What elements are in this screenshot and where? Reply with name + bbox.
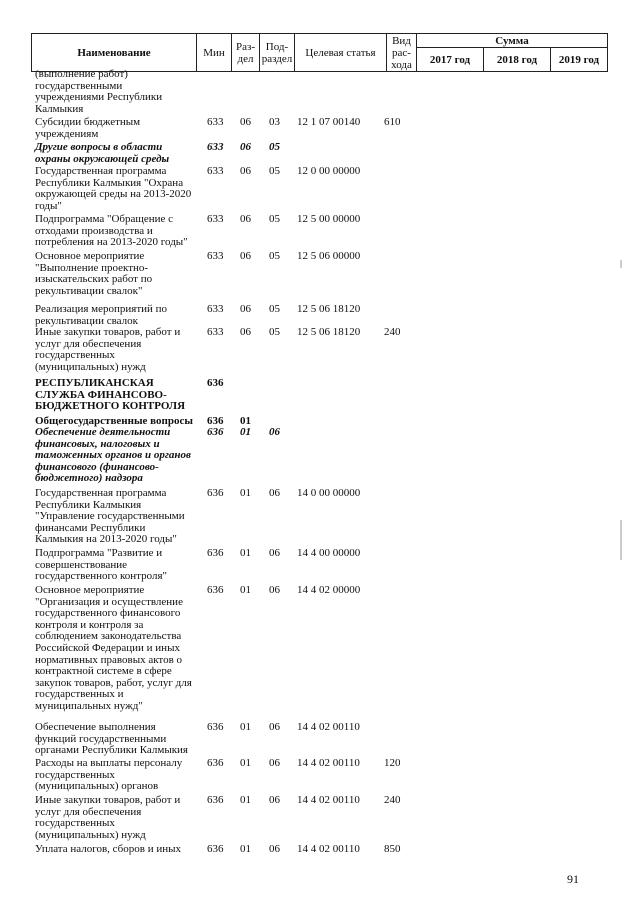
row-ministry: 636 bbox=[207, 757, 224, 769]
row-target-article: 12 0 00 00000 bbox=[297, 165, 361, 177]
row-ministry: 636 bbox=[207, 415, 224, 427]
row-name: Государственная программа Республики Калмыкия "Охрана окружающей среды на 2013-2020 годы" bbox=[35, 165, 192, 212]
row-section: 06 bbox=[240, 165, 251, 177]
row-section: 06 bbox=[240, 141, 251, 153]
row-target-article: 14 0 00 00000 bbox=[297, 487, 361, 499]
row-expense-type: 120 bbox=[384, 757, 401, 769]
row-ministry: 636 bbox=[207, 843, 224, 855]
row-target-article: 12 5 00 00000 bbox=[297, 213, 361, 225]
row-subsection: 06 bbox=[269, 584, 280, 596]
margin-mark bbox=[620, 520, 622, 560]
row-section: 06 bbox=[240, 250, 251, 262]
row-subsection: 05 bbox=[269, 326, 280, 338]
row-ministry: 633 bbox=[207, 250, 224, 262]
row-ministry: 636 bbox=[207, 377, 224, 389]
row-expense-type: 240 bbox=[384, 794, 401, 806]
row-ministry: 636 bbox=[207, 721, 224, 733]
row-ministry: 636 bbox=[207, 426, 224, 438]
row-subsection: 05 bbox=[269, 303, 280, 315]
row-ministry: 633 bbox=[207, 213, 224, 225]
header-target-article: Целевая статья bbox=[295, 34, 387, 72]
row-ministry: 633 bbox=[207, 141, 224, 153]
row-name: Иные закупки товаров, работ и услуг для обеспечения государственных (муниципальных) нужд bbox=[35, 794, 181, 841]
row-section: 01 bbox=[240, 487, 251, 499]
row-target-article: 14 4 02 00000 bbox=[297, 584, 361, 596]
row-section: 06 bbox=[240, 326, 251, 338]
row-subsection: 06 bbox=[269, 721, 280, 733]
row-ministry: 636 bbox=[207, 547, 224, 559]
header-sum: Сумма bbox=[417, 34, 608, 48]
header-year-2017: 2017 год bbox=[417, 48, 484, 72]
row-subsection: 06 bbox=[269, 794, 280, 806]
header-year-2018: 2018 год bbox=[484, 48, 551, 72]
row-section: 01 bbox=[240, 843, 251, 855]
row-section: 01 bbox=[240, 415, 251, 427]
row-target-article: 14 4 02 00110 bbox=[297, 794, 360, 806]
row-subsection: 06 bbox=[269, 547, 280, 559]
row-expense-type: 240 bbox=[384, 326, 401, 338]
row-name: Расходы на выплаты персоналу государственных (муниципальных) органов bbox=[35, 757, 183, 793]
row-subsection: 05 bbox=[269, 165, 280, 177]
row-ministry: 636 bbox=[207, 794, 224, 806]
row-name: Другие вопросы в области охраны окружающей среды bbox=[35, 141, 170, 165]
row-ministry: 636 bbox=[207, 584, 224, 596]
row-name: РЕСПУБЛИКАНСКАЯ СЛУЖБА ФИНАНСОВО- БЮДЖЕТНОГО КОНТРОЛЯ bbox=[35, 377, 186, 413]
row-target-article: 14 4 02 00110 bbox=[297, 757, 360, 769]
row-ministry: 633 bbox=[207, 165, 224, 177]
row-section: 01 bbox=[240, 426, 251, 438]
row-subsection: 05 bbox=[269, 213, 280, 225]
table-header bbox=[31, 33, 608, 72]
row-name: Иные закупки товаров, работ и услуг для обеспечения государственных (муниципальных) нужд bbox=[35, 326, 181, 373]
row-subsection: 06 bbox=[269, 757, 280, 769]
row-name: Обеспечение выполнения функций государственными органами Республики Калмыкия bbox=[35, 721, 188, 757]
row-subsection: 03 bbox=[269, 116, 280, 128]
row-name: Основное мероприятие "Выполнение проектно- изыскательских работ по рекультивации свалок" bbox=[35, 250, 153, 297]
row-name: Уплата налогов, сборов и иных bbox=[35, 843, 182, 855]
margin-mark bbox=[620, 260, 622, 268]
header-ministry: Мин bbox=[197, 34, 232, 72]
row-target-article: 12 5 06 18120 bbox=[297, 326, 361, 338]
row-name: (выполнение работ) государственными учреждениями Республики Калмыкия bbox=[35, 68, 163, 115]
header-subsection: Под- раздел bbox=[260, 34, 295, 72]
row-name: Обеспечение деятельности финансовых, налоговых и таможенных органов и органов финансового (финансово- бюджетного) надзора bbox=[35, 426, 191, 485]
row-name: Основное мероприятие "Организация и осуществление государственного финансового контроля и контроля за соблюдением законодательства Российской Федерации и иных нормативных правовых актов о контрактной системе в сфере закупок товаров, работ, услуг для государственных и муниципальных нужд" bbox=[35, 584, 192, 712]
row-name: Подпрограмма "Обращение с отходами производства и потребления на 2013-2020 годы" bbox=[35, 213, 188, 249]
row-section: 01 bbox=[240, 547, 251, 559]
row-expense-type: 610 bbox=[384, 116, 401, 128]
row-name: Реализация мероприятий по рекультивации свалок bbox=[35, 303, 168, 327]
row-section: 01 bbox=[240, 584, 251, 596]
row-target-article: 14 4 02 00110 bbox=[297, 721, 360, 733]
row-section: 06 bbox=[240, 303, 251, 315]
row-subsection: 06 bbox=[269, 426, 280, 438]
row-name: Подпрограмма "Развитие и совершенствование государственного контроля" bbox=[35, 547, 168, 583]
row-section: 06 bbox=[240, 116, 251, 128]
row-subsection: 05 bbox=[269, 250, 280, 262]
row-name: Субсидии бюджетным учреждениям bbox=[35, 116, 141, 140]
row-ministry: 636 bbox=[207, 487, 224, 499]
row-target-article: 14 4 02 00110 bbox=[297, 843, 360, 855]
header-year-2019: 2019 год bbox=[551, 48, 608, 72]
row-section: 06 bbox=[240, 213, 251, 225]
row-target-article: 14 4 00 00000 bbox=[297, 547, 361, 559]
page-number: 91 bbox=[567, 872, 579, 886]
row-subsection: 05 bbox=[269, 141, 280, 153]
header-section: Раз- дел bbox=[232, 34, 260, 72]
row-section: 01 bbox=[240, 757, 251, 769]
row-target-article: 12 1 07 00140 bbox=[297, 116, 361, 128]
row-subsection: 06 bbox=[269, 487, 280, 499]
row-section: 01 bbox=[240, 721, 251, 733]
row-section: 01 bbox=[240, 794, 251, 806]
row-ministry: 633 bbox=[207, 116, 224, 128]
row-ministry: 633 bbox=[207, 303, 224, 315]
row-name: Общегосударственные вопросы bbox=[35, 415, 193, 427]
row-name: Государственная программа Республики Калмыкия "Управление государственными финансами Республики Калмыкия на 2013-2020 годы" bbox=[35, 487, 185, 546]
row-expense-type: 850 bbox=[384, 843, 401, 855]
row-ministry: 633 bbox=[207, 326, 224, 338]
row-target-article: 12 5 06 18120 bbox=[297, 303, 361, 315]
row-subsection: 06 bbox=[269, 843, 280, 855]
header-expense-type: Вид рас- хода bbox=[387, 34, 417, 72]
header-name: Наименование bbox=[32, 34, 197, 72]
row-target-article: 12 5 06 00000 bbox=[297, 250, 361, 262]
